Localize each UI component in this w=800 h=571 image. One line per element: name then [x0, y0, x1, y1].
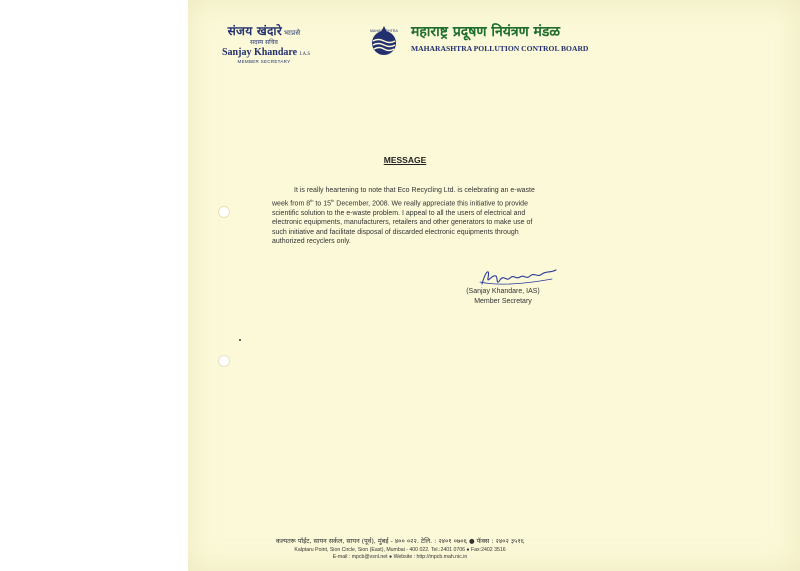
footer-address-english: Kalptaru Point, Sion Circle, Sion (East), Mumbai - 400 022. Tel.:2401 0706 ● Fax:2402 3516	[294, 547, 506, 553]
english-name-text: Sanjay Khandare	[222, 47, 298, 58]
signatory-title: Member Secretary	[474, 297, 532, 305]
marathi-name	[222, 22, 306, 39]
message-body	[272, 186, 540, 247]
letter-footer	[212, 536, 588, 560]
board-header	[411, 22, 589, 53]
message-text-2: to 15	[313, 199, 331, 207]
punch-hole-top	[218, 206, 230, 218]
logo-caption: MAHARASHTRA	[370, 29, 398, 33]
marathi-name-text: संजय खंदारे	[227, 24, 283, 38]
ordinal-suffix-1: th	[310, 197, 314, 203]
marathi-title: सदस्य सचिव	[250, 39, 278, 46]
footer-contact: E-mail : mpcb@vsnl.net ● Website : http://mpcb.mah.nic.in	[332, 554, 468, 560]
message-paragraph	[272, 186, 540, 247]
english-name-suffix: I.A.S	[299, 52, 311, 57]
message-text-3: December, 2008. We really appreciate this initiative to provide scientific solution to the e-waste problem. I appeal to all the users of electrical and electronic equipments, manufacturers, retailers and other generators to make use of such initiative and facilitate disposal of discarded electronic equipments through authorized recyclers only.	[272, 199, 533, 246]
marathi-name-suffix: भाप्रसे	[284, 29, 301, 37]
board-name-english: MAHARASHTRA POLLUTION CONTROL BOARD	[411, 44, 589, 53]
member-secretary-header	[222, 22, 311, 64]
message-text-1: It is really heartening to note that Eco Recycling Ltd. is celebrating an e-waste week from 8	[272, 187, 535, 207]
signatory-block	[440, 287, 566, 307]
english-title: MEMBER SECRETARY	[237, 59, 291, 64]
board-name-marathi: महाराष्ट्र प्रदूषण नियंत्रण मंडळ	[411, 24, 561, 40]
footer-address-marathi: कल्पतरू पॉईंट, सायन सर्कल, सायन (पूर्व), मुंबई - ४०० ०२२. टेलि. : २४०१ ०७०६ ● फॅक्स : २४०२ ३५१६	[275, 537, 525, 545]
english-name	[222, 47, 311, 58]
ink-speck	[239, 339, 241, 341]
signatory-name: (Sanjay Khandare, IAS)	[466, 288, 540, 295]
punch-hole-bottom	[218, 355, 230, 367]
ordinal-suffix-2: th	[330, 197, 335, 203]
message-heading: MESSAGE	[383, 155, 427, 165]
